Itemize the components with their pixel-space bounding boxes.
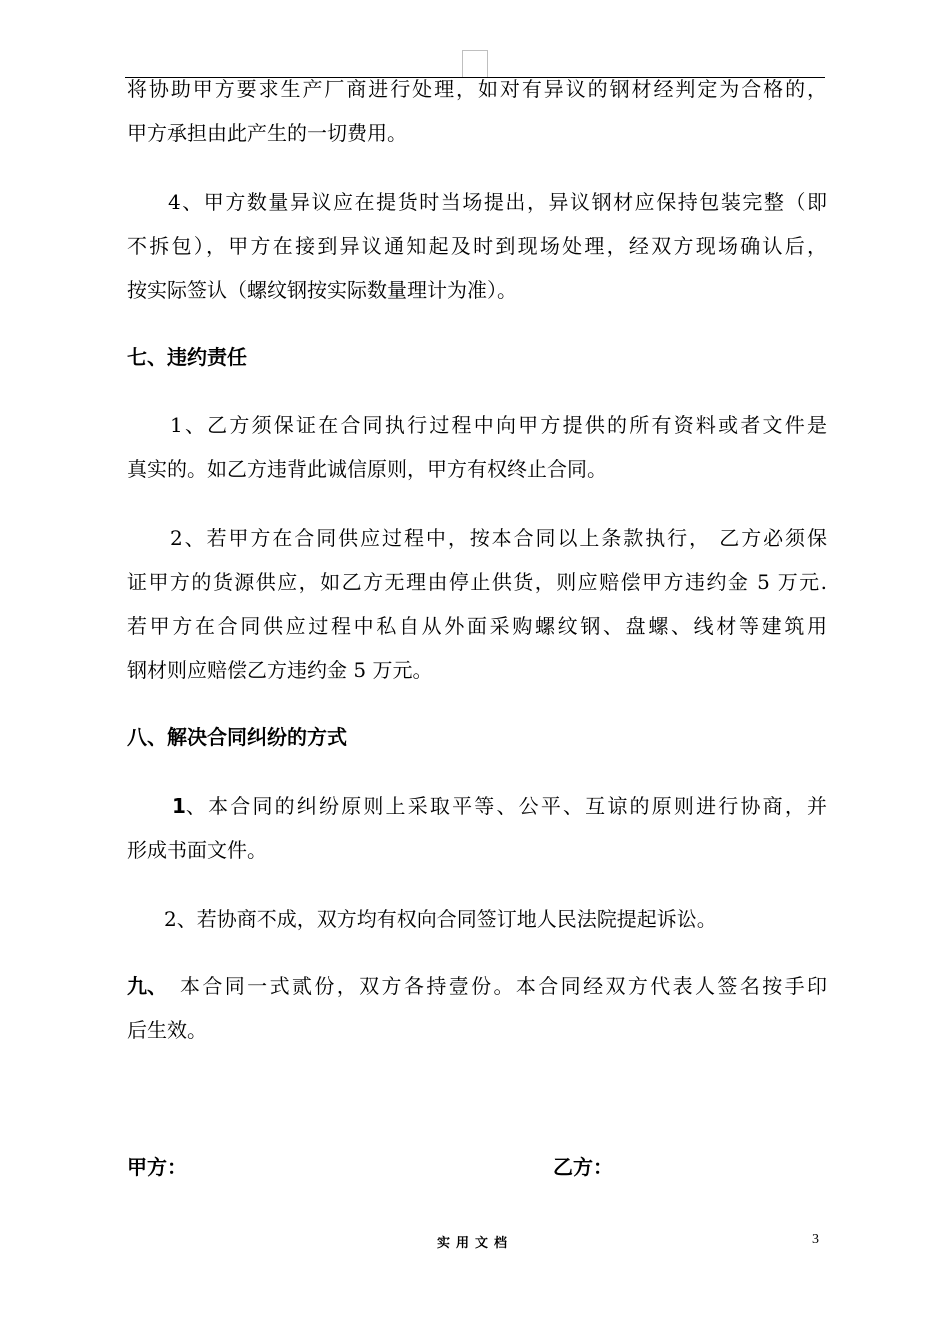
page-number: 3 [812,1232,819,1247]
footer-label: 实用文档 [436,1236,513,1251]
paragraph-line: 1、乙方须保证在合同执行过程中向甲方提供的所有资料或者文件是 [170,413,827,437]
paragraph-line: 2、若甲方在合同供应过程中，按本合同以上条款执行， 乙方必须保 [170,526,827,550]
paragraph-line: 后生效。 [127,1018,207,1042]
paragraph-line: 2、若协商不成，双方均有权向合同签订地人民法院提起诉讼。 [164,907,717,931]
paragraph-line: 将协助甲方要求生产厂商进行处理，如对有异议的钢材经判定为合格的， [127,77,827,101]
paragraph-line: 真实的。如乙方违背此诚信原则，甲方有权终止合同。 [127,457,607,481]
section-heading-9: 九、 [127,974,167,998]
paragraph-line [172,793,827,819]
section-heading-7: 七、违约责任 [127,345,247,369]
paragraph-line: 甲方承担由此产生的一切费用。 [127,121,407,145]
party-b-label: 乙方： [553,1155,613,1179]
item-number: 1 [172,794,186,818]
paragraph-line: 形成书面文件。 [127,838,267,862]
paragraph-text: 、本合同的纠纷原则上采取平等、公平、互谅的原则进行协商，并 [185,794,827,818]
paragraph-line: 证甲方的货源供应，如乙方无理由停止供货，则应赔偿甲方违约金 5 万元. [127,570,827,594]
paragraph-line: 本合同一式贰份，双方各持壹份。本合同经双方代表人签名按手印 [180,974,827,998]
section-heading-8: 八、解决合同纠纷的方式 [127,725,347,749]
header-text-box [462,50,488,77]
paragraph-line: 钢材则应赔偿乙方违约金 5 万元。 [127,658,433,682]
party-a-label: 甲方： [127,1155,187,1179]
paragraph-line: 按实际签认（螺纹钢按实际数量理计为准）。 [127,278,517,302]
paragraph-line: 若甲方在合同供应过程中私自从外面采购螺纹钢、盘螺、线材等建筑用 [127,614,827,638]
paragraph-line: 不拆包），甲方在接到异议通知起及时到现场处理，经双方现场确认后， [127,234,827,258]
paragraph-line: 4、甲方数量异议应在提货时当场提出，异议钢材应保持包装完整（即 [168,190,827,214]
